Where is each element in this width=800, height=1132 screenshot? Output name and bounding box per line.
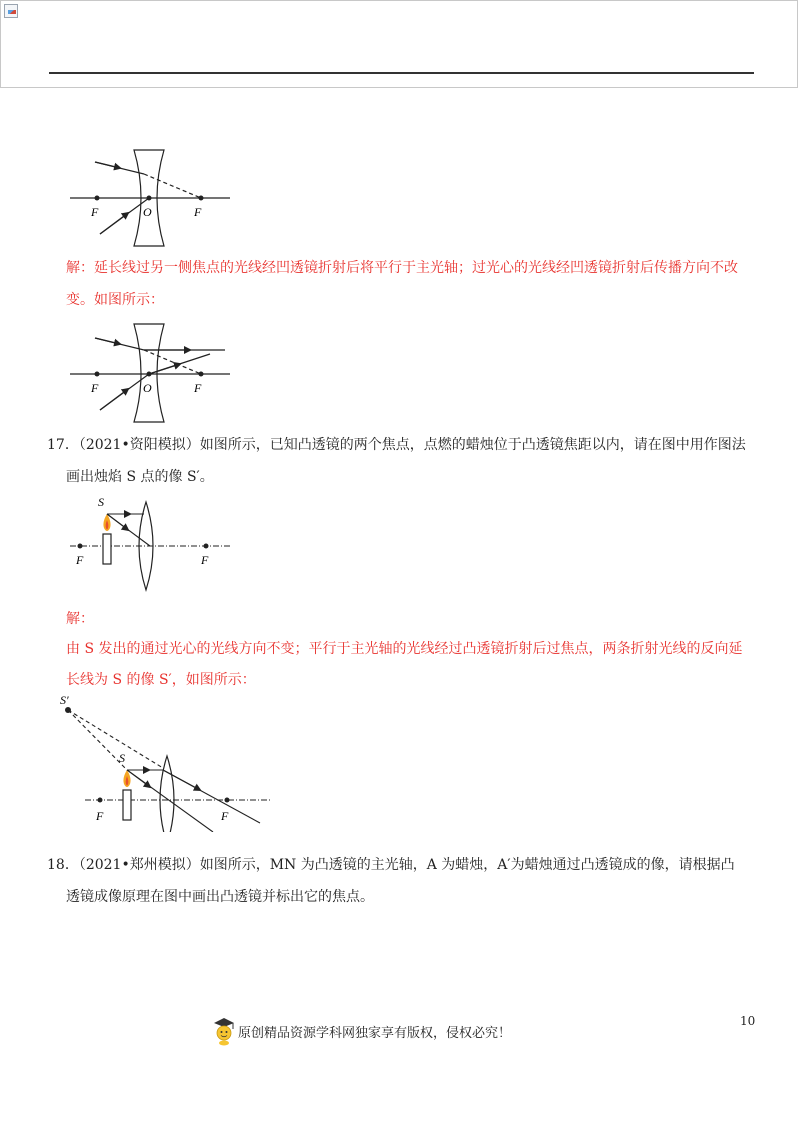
label-f-left: F	[91, 205, 99, 219]
mascot-icon	[212, 1016, 236, 1046]
header-rule	[49, 72, 754, 74]
label-s: S	[119, 751, 125, 765]
question17-line2: 画出烛焰 S 点的像 S′。	[66, 469, 214, 485]
question17-line1: 17．（2021•资阳模拟）如图所示，已知凸透镜的两个焦点，点燃的蜡烛位于凸透镜焦距以内，请在图中用作图法	[47, 437, 746, 453]
candle	[123, 790, 131, 820]
label-f-right: F	[194, 381, 202, 395]
broken-image-icon	[4, 4, 18, 18]
figure-concave-lens-answer	[60, 318, 240, 428]
convex-lens	[160, 756, 174, 832]
label-f-left: F	[96, 809, 104, 823]
figure-concave-lens-question	[60, 140, 240, 250]
label-f-right: F	[201, 553, 209, 567]
label-s: S	[98, 495, 104, 509]
label-o: O	[143, 381, 152, 395]
label-f-right: F	[221, 809, 229, 823]
question18-line1: 18．（2021•郑州模拟）如图所示，MN 为凸透镜的主光轴，A 为蜡烛，A′为蜡烛通过凸透镜成的像，请根据凸	[47, 857, 735, 873]
label-f-right: F	[194, 205, 202, 219]
answer17-line1: 解：	[66, 611, 94, 627]
footer-text: 原创精品资源学科网独家享有版权，侵权必究！	[238, 1025, 512, 1041]
page-footer	[212, 1016, 511, 1046]
answer16-line2: 变。如图所示：	[66, 292, 164, 308]
question18-line2: 透镜成像原理在图中画出凸透镜并标出它的焦点。	[66, 889, 374, 905]
page-number: 10	[740, 1014, 756, 1028]
answer16-line1: 解：延长线过另一侧焦点的光线经凹透镜折射后将平行于主光轴；过光心的光线经凹透镜折射后传播方向不改	[66, 260, 738, 276]
label-o: O	[143, 205, 152, 219]
label-f-left: F	[91, 381, 99, 395]
answer17-line2: 由 S 发出的通过光心的光线方向不变；平行于主光轴的光线经过凸透镜折射后过焦点，两条折射光线的反向延	[66, 641, 743, 657]
label-s-prime: S′	[60, 693, 69, 707]
label-f-left: F	[76, 553, 84, 567]
figure-convex-lens-answer	[55, 692, 270, 832]
candle	[103, 534, 111, 564]
figure-convex-lens-question	[60, 490, 240, 600]
answer17-line3: 长线为 S 的像 S′，如图所示：	[66, 672, 256, 688]
page-header	[0, 0, 798, 88]
